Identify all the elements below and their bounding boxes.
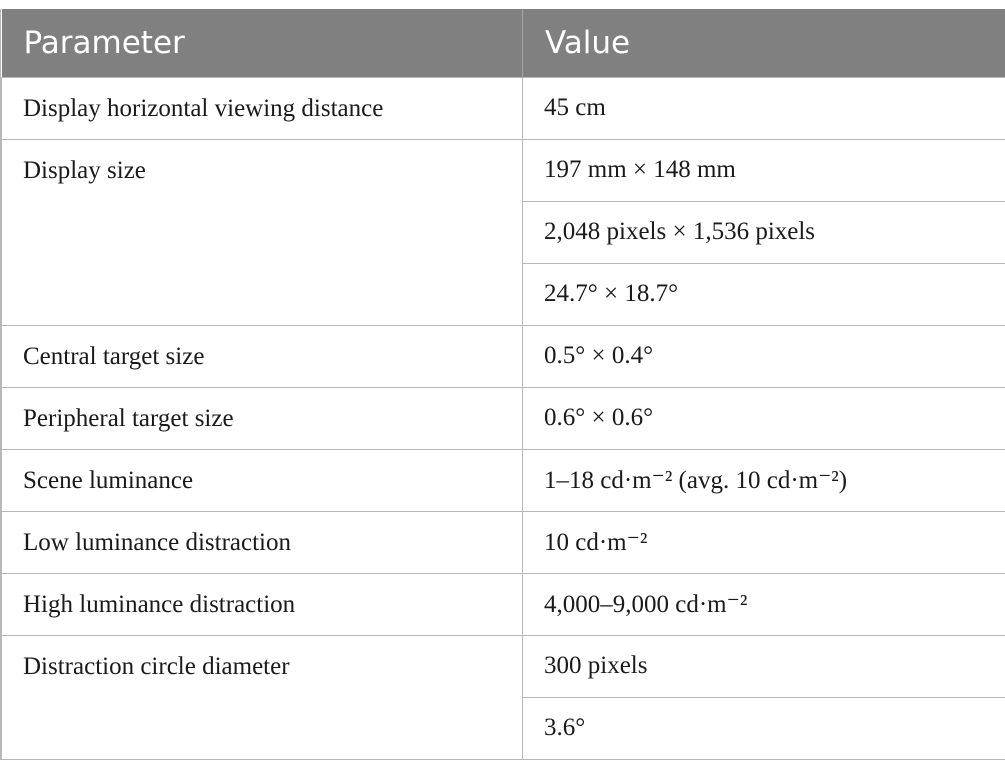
- row-value: 4,000–9,000 cd·m⁻²: [523, 573, 1005, 635]
- row-parameter: Display horizontal viewing distance: [2, 77, 523, 139]
- row-parameter: Low luminance distraction: [2, 511, 523, 573]
- row-value: 3.6°: [523, 697, 1005, 759]
- row-parameter: Distraction circle diameter: [2, 635, 523, 759]
- table-body: [2, 77, 1005, 759]
- parameters-table-container: [0, 9, 1005, 760]
- row-value: 2,048 pixels × 1,536 pixels: [523, 201, 1005, 263]
- row-value: 10 cd·m⁻²: [523, 511, 1005, 573]
- table-row: [2, 387, 1005, 449]
- parameters-table: [1, 9, 1005, 760]
- header-value: Value: [523, 9, 1005, 77]
- row-value: 0.5° × 0.4°: [523, 325, 1005, 387]
- header-row: [2, 9, 1005, 77]
- row-parameter: Scene luminance: [2, 449, 523, 511]
- row-value: 24.7° × 18.7°: [523, 263, 1005, 325]
- row-value: 45 cm: [523, 77, 1005, 139]
- table-row: [2, 511, 1005, 573]
- table-row: [2, 635, 1005, 697]
- row-parameter: High luminance distraction: [2, 573, 523, 635]
- row-value: 300 pixels: [523, 635, 1005, 697]
- table-header: [2, 9, 1005, 77]
- table-row: [2, 325, 1005, 387]
- row-value: 197 mm × 148 mm: [523, 139, 1005, 201]
- table-row: [2, 573, 1005, 635]
- table-row: [2, 139, 1005, 201]
- row-parameter: Peripheral target size: [2, 387, 523, 449]
- row-parameter: Display size: [2, 139, 523, 325]
- table-row: [2, 449, 1005, 511]
- header-parameter: Parameter: [2, 9, 523, 77]
- row-parameter: Central target size: [2, 325, 523, 387]
- row-value: 1–18 cd·m⁻² (avg. 10 cd·m⁻²): [523, 449, 1005, 511]
- table-row: [2, 77, 1005, 139]
- row-value: 0.6° × 0.6°: [523, 387, 1005, 449]
